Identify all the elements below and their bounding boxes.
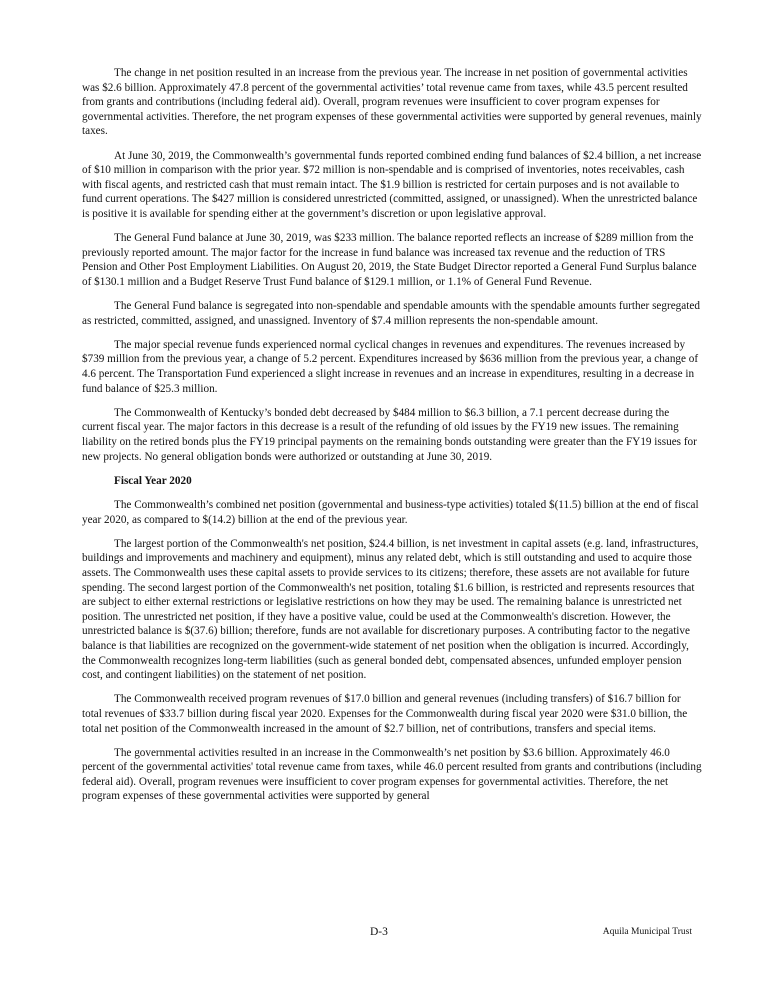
paragraph-special-revenue-funds: The major special revenue funds experienced normal cyclical changes in revenues and expenditures. The revenues increased by $739 million from the previous year, a change of 5.2 percent. Expenditures increased by $636 million from the previous year, a change of 4.6 percent. The Transportation Fund experienced a slight increase in revenues and an increase in expenditures, resulting in a decrease in fund balance of $25.3 million. <box>82 338 699 395</box>
document-body <box>82 66 702 814</box>
paragraph-governmental-activities: The governmental activities resulted in an increase in the Commonwealth’s net position by $3.6 billion. Approximately 46.0 percent of the governmental activities' total revenue came from taxes, while 46.0 percent resulted from grants and contributions (including federal aid). Overall, program revenues were insufficient to cover program expenses for governmental activities. Therefore, the net program expenses of these governmental activities were supported by general <box>82 746 702 803</box>
paragraph-capital-assets: The largest portion of the Commonwealth's net position, $24.4 billion, is net investment in capital assets (e.g. land, infrastructures, buildings and improvements and machinery and equipment), minus any related debt, which is still outstanding and used to acquire those assets. The Commonwealth uses these capital assets to provide services to its citizens; therefore, these assets are not available for future spending. The second largest portion of the Commonwealth's net position, totaling $1.6 billion, is restricted and represents resources that are subject to either external restrictions or legislative restrictions on how they may be used. The remaining balance is unrestricted net position. The unrestricted net position, if they have a positive value, could be used at the Commonwealth's discretion. However, the unrestricted balance is $(37.6) billion; therefore, funds are not available for discretionary purposes. A contributing factor to the negative balance is that liabilities are recognized on the government-wide statement of net position when the obligation is incurred. Accordingly, the Commonwealth recognizes long-term liabilities (such as general bonded debt, compensated absences, unfunded employer pension cost, and contingent liabilities) on the statement of net position. <box>82 537 699 682</box>
section-heading-fiscal-year-2020: Fiscal Year 2020 <box>114 474 192 487</box>
paragraph-combined-net-position: The Commonwealth’s combined net position (governmental and business-type activities) totaled $(11.5) billion at the end of fiscal year 2020, as compared to $(14.2) billion at the end of the previous year. <box>82 499 699 526</box>
paragraph-net-position-change: The change in net position resulted in an increase from the previous year. The increase in net position of governmental activities was $2.6 billion. Approximately 47.8 percent of the governmental activities’ total revenue came from taxes, while 43.5 percent resulted from grants and contributions (including federal aid). Overall, program revenues were insufficient to cover program expenses for governmental activities. Therefore, the net program expenses of these governmental activities were supported by general revenues, mainly taxes. <box>82 67 702 138</box>
footer-entity-name: Aquila Municipal Trust <box>602 927 692 937</box>
paragraph-governmental-funds: At June 30, 2019, the Commonwealth’s governmental funds reported combined ending fund balances of $2.4 billion, a net increase of $10 million in comparison with the prior year. $72 million is non-spendable and is comprised of inventories, notes receivables, cash with fiscal agents, and restricted cash that must remain intact. The $1.9 billion is restricted for certain purposes and is not available to fund current operations. The $427 million is considered unrestricted (committed, assigned, or unassigned). When the unrestricted balance is positive it is available for spending either at the government’s discretion or upon legislative approval. <box>82 149 702 220</box>
paragraph-fund-segregation: The General Fund balance is segregated into non-spendable and spendable amounts with the spendable amounts further segregated as restricted, committed, assigned, and unassigned. Inventory of $7.4 million represents the non-spendable amount. <box>82 300 700 327</box>
paragraph-bonded-debt: The Commonwealth of Kentucky’s bonded debt decreased by $484 million to $6.3 billion, a 7.1 percent decrease during the current fiscal year. The major factors in this decrease is a result of the refunding of old issues by the FY19 new issues. The remaining liability on the retired bonds plus the FY19 principal payments on the remaining bonds outstanding were greater than the FY19 issues for new projects. No general obligation bonds were authorized or outstanding at June 30, 2019. <box>82 406 697 463</box>
paragraph-general-fund-balance: The General Fund balance at June 30, 2019, was $233 million. The balance reported reflects an increase of $289 million from the previously reported amount. The major factor for the increase in fund balance was increased tax revenue and the reduction of TRS Pension and Other Post Employment Liabilities. On August 20, 2019, the State Budget Director reported a General Fund Surplus balance of $130.1 million and a Budget Reserve Trust Fund balance of $129.1 million, or 1.1% of General Fund Revenue. <box>82 232 697 288</box>
paragraph-program-revenues: The Commonwealth received program revenues of $17.0 billion and general revenues (including transfers) of $16.7 billion for total revenues of $33.7 billion during fiscal year 2020. Expenses for the Commonwealth during fiscal year 2020 were $31.0 billion, the total net position of the Commonwealth increased in the amount of $2.7 billion, net of contributions, transfers and special items. <box>82 693 688 735</box>
page-number: D-3 <box>370 926 388 938</box>
